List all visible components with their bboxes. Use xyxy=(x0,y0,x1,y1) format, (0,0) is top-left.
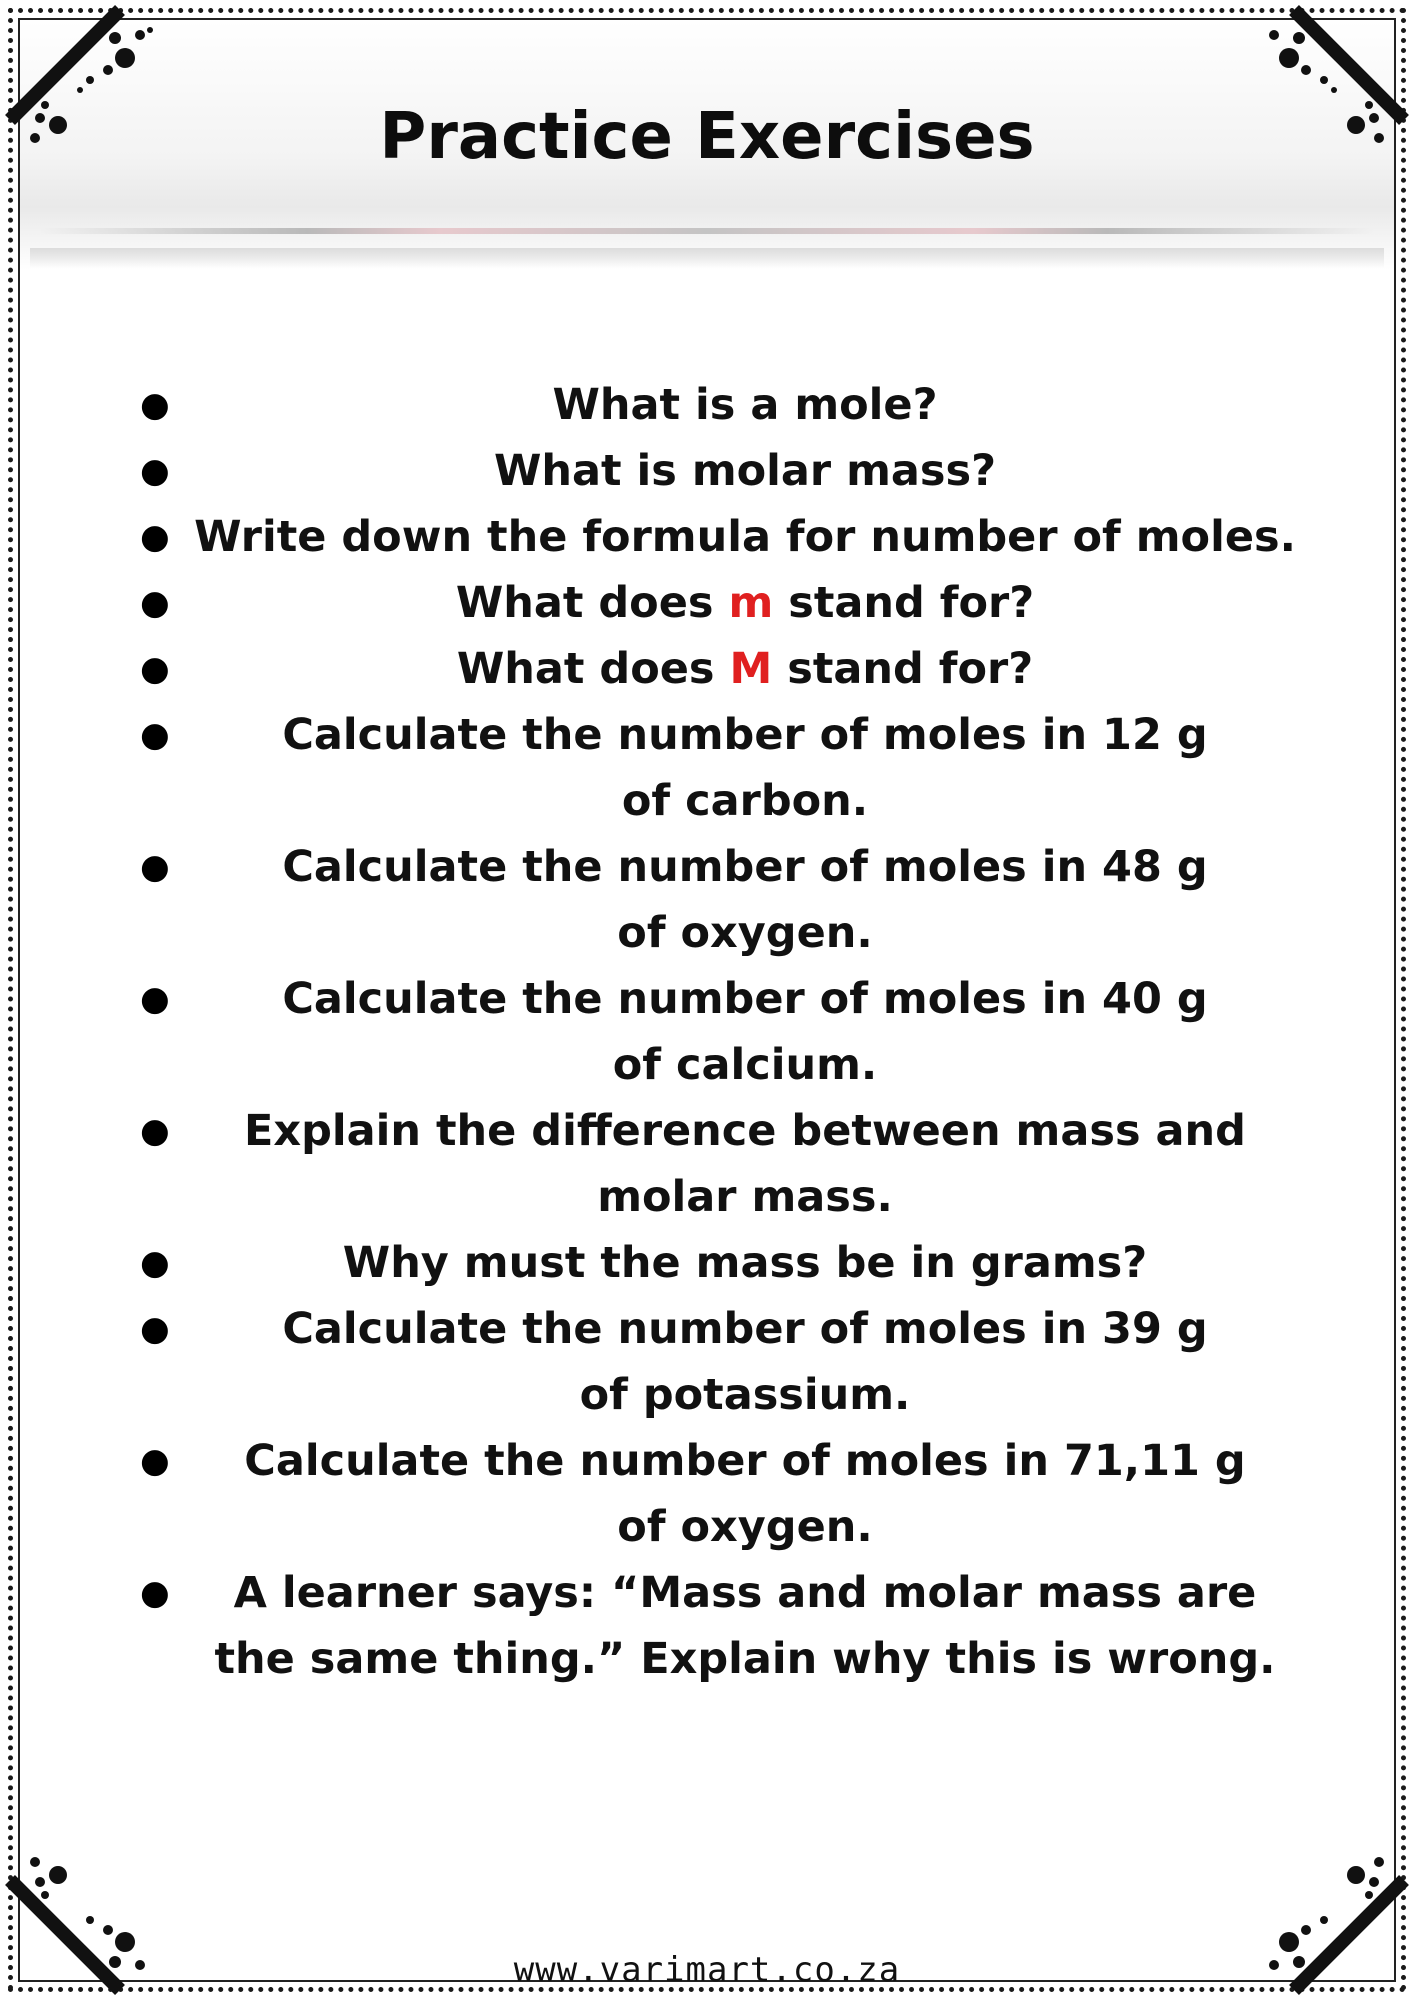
footer-website: www.varimart.co.za xyxy=(513,1950,901,1990)
question-text: Calculate the number of moles in 71,11 g of oxygen. xyxy=(244,1436,1246,1552)
question-text: Explain the difference between mass and molar mass. xyxy=(244,1106,1246,1222)
question-text: A learner says: “Mass and molar mass are the same thing.” Explain why this is wrong. xyxy=(214,1568,1276,1684)
question-item xyxy=(140,372,1320,438)
question-text xyxy=(180,636,1320,702)
bullet-dot-icon: ● xyxy=(140,1441,170,1481)
question-text-before: What does xyxy=(456,644,730,694)
question-item xyxy=(140,636,1320,702)
bullet-dot-icon: ● xyxy=(140,649,170,689)
question-item xyxy=(140,1428,1320,1560)
question-item xyxy=(140,438,1320,504)
question-text: Write down the formula for number of moles. xyxy=(194,512,1296,562)
bullet-dot-icon: ● xyxy=(140,1309,170,1349)
corner-ornament-top-left-icon xyxy=(0,0,160,160)
question-text: What is a mole? xyxy=(552,380,938,430)
question-text-after: stand for? xyxy=(772,644,1034,694)
highlight-symbol-M: M xyxy=(729,644,773,694)
question-text: Calculate the number of moles in 40 g of calcium. xyxy=(282,974,1208,1090)
question-item xyxy=(140,1560,1320,1692)
bullet-dot-icon: ● xyxy=(140,385,170,425)
bullet-dot-icon: ● xyxy=(140,1573,170,1613)
question-item xyxy=(140,834,1320,966)
question-item xyxy=(140,570,1320,636)
question-text: What is molar mass? xyxy=(493,446,997,496)
question-item xyxy=(140,966,1320,1098)
bullet-dot-icon: ● xyxy=(140,979,170,1019)
question-text: Calculate the number of moles in 48 g of oxygen. xyxy=(282,842,1208,958)
bullet-dot-icon: ● xyxy=(140,517,170,557)
bullet-dot-icon: ● xyxy=(140,583,170,623)
question-item xyxy=(140,504,1320,570)
question-text-after: stand for? xyxy=(773,578,1035,628)
question-item xyxy=(140,1296,1320,1428)
question-item xyxy=(140,1098,1320,1230)
question-text: Calculate the number of moles in 39 g of potassium. xyxy=(282,1304,1208,1420)
header-shadow xyxy=(30,248,1384,268)
header-divider xyxy=(40,228,1374,234)
question-text: Why must the mass be in grams? xyxy=(342,1238,1148,1288)
bullet-dot-icon: ● xyxy=(140,847,170,887)
bullet-dot-icon: ● xyxy=(140,451,170,491)
question-text: Calculate the number of moles in 12 g of carbon. xyxy=(282,710,1208,826)
bullet-dot-icon: ● xyxy=(140,1111,170,1151)
highlight-symbol-m: m xyxy=(728,578,774,628)
question-item xyxy=(140,1230,1320,1296)
bullet-dot-icon: ● xyxy=(140,1243,170,1283)
page-title: Practice Exercises xyxy=(379,100,1035,174)
corner-ornament-top-right-icon xyxy=(1254,0,1414,160)
question-text xyxy=(180,570,1320,636)
bullet-dot-icon: ● xyxy=(140,715,170,755)
question-item xyxy=(140,702,1320,834)
question-text-before: What does xyxy=(455,578,729,628)
question-list xyxy=(140,372,1320,1692)
